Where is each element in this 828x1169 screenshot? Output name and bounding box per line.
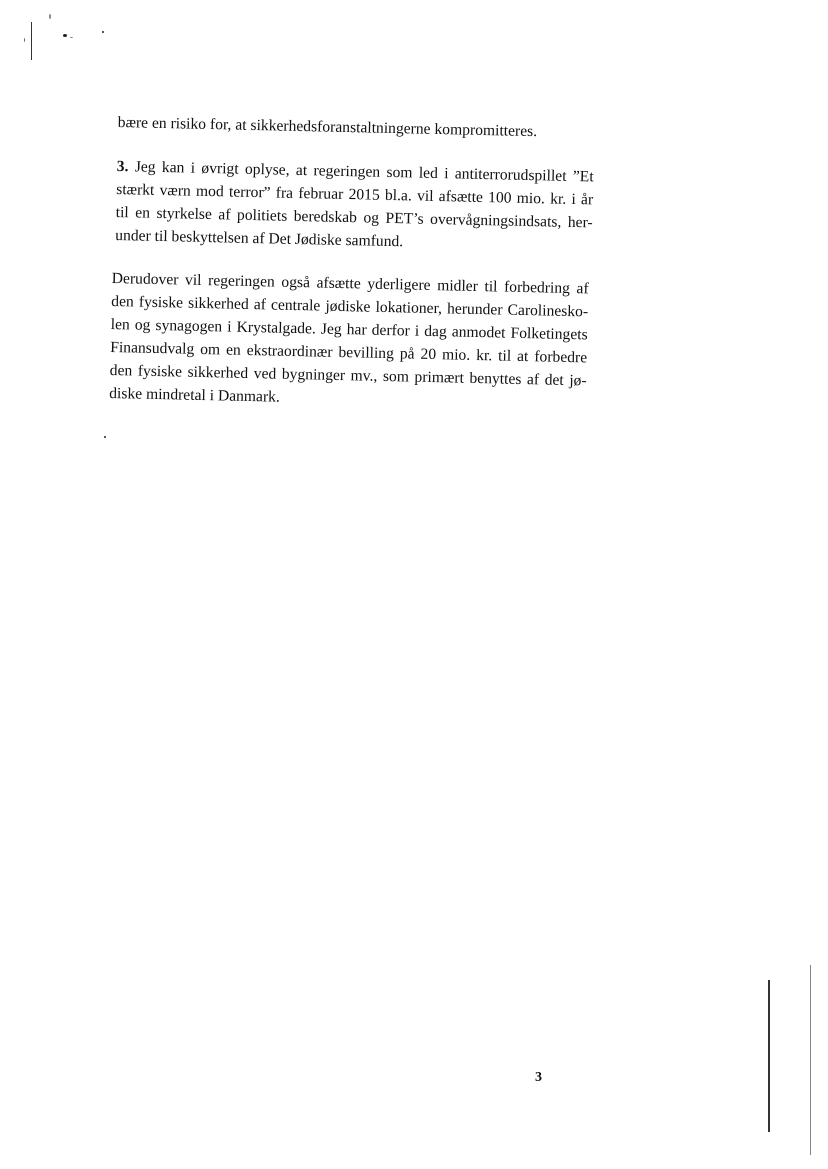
text-line: under til beskyttelsen af Det Jødiske samfund. xyxy=(115,226,404,251)
scan-artifact-edge xyxy=(768,980,770,1132)
paragraph-additional-funding xyxy=(109,267,589,415)
text-line: Finansudvalg om en ekstraordinær bevilling på 20 mio. kr. til at forbedre xyxy=(110,338,588,367)
text-line: stærkt værn mod terror” fra februar 2015 bl.a. vil afsætte 100 mio. kr. i år xyxy=(116,180,594,209)
paragraph-continuation xyxy=(117,111,547,143)
text-line: 3. Jeg kan i øvrigt oplyse, at regeringen som led i antiterrorudspillet ”Et xyxy=(116,157,594,186)
scan-artifact-speck xyxy=(63,34,67,37)
paragraph-3 xyxy=(115,155,594,257)
scan-artifact-speck xyxy=(104,436,106,438)
page-number: 3 xyxy=(535,1070,542,1085)
scan-artifact-speck xyxy=(49,14,51,19)
scan-artifact-mark xyxy=(31,22,32,60)
text-line: bære en risiko for, at sikkerhedsforanstaltningerne kompromitteres. xyxy=(117,113,538,141)
text-line: til en styrkelse af politiets beredskab og PET’s overvågningsindsats, her- xyxy=(115,203,593,232)
text-line: diske mindretal i Danmark. xyxy=(109,384,281,406)
paragraph-number: 3. xyxy=(116,157,129,176)
text-line: den fysiske sikkerhed ved bygninger mv., som primært benyttes af det jø- xyxy=(109,361,587,390)
text-line: den fysiske sikkerhed af centrale jødiske lokationer, herunder Carolinesko- xyxy=(111,292,589,321)
scan-artifact-speck xyxy=(24,38,25,42)
scan-artifact-edge xyxy=(810,965,811,1155)
text-line: len og synagogen i Krystalgade. Jeg har derfor i dag anmodet Folketingets xyxy=(110,315,588,344)
scan-artifact-speck xyxy=(70,37,73,38)
text-line: Derudover vil regeringen også afsætte yderligere midler til forbedring af xyxy=(111,269,589,298)
scan-artifact-speck xyxy=(102,31,104,33)
